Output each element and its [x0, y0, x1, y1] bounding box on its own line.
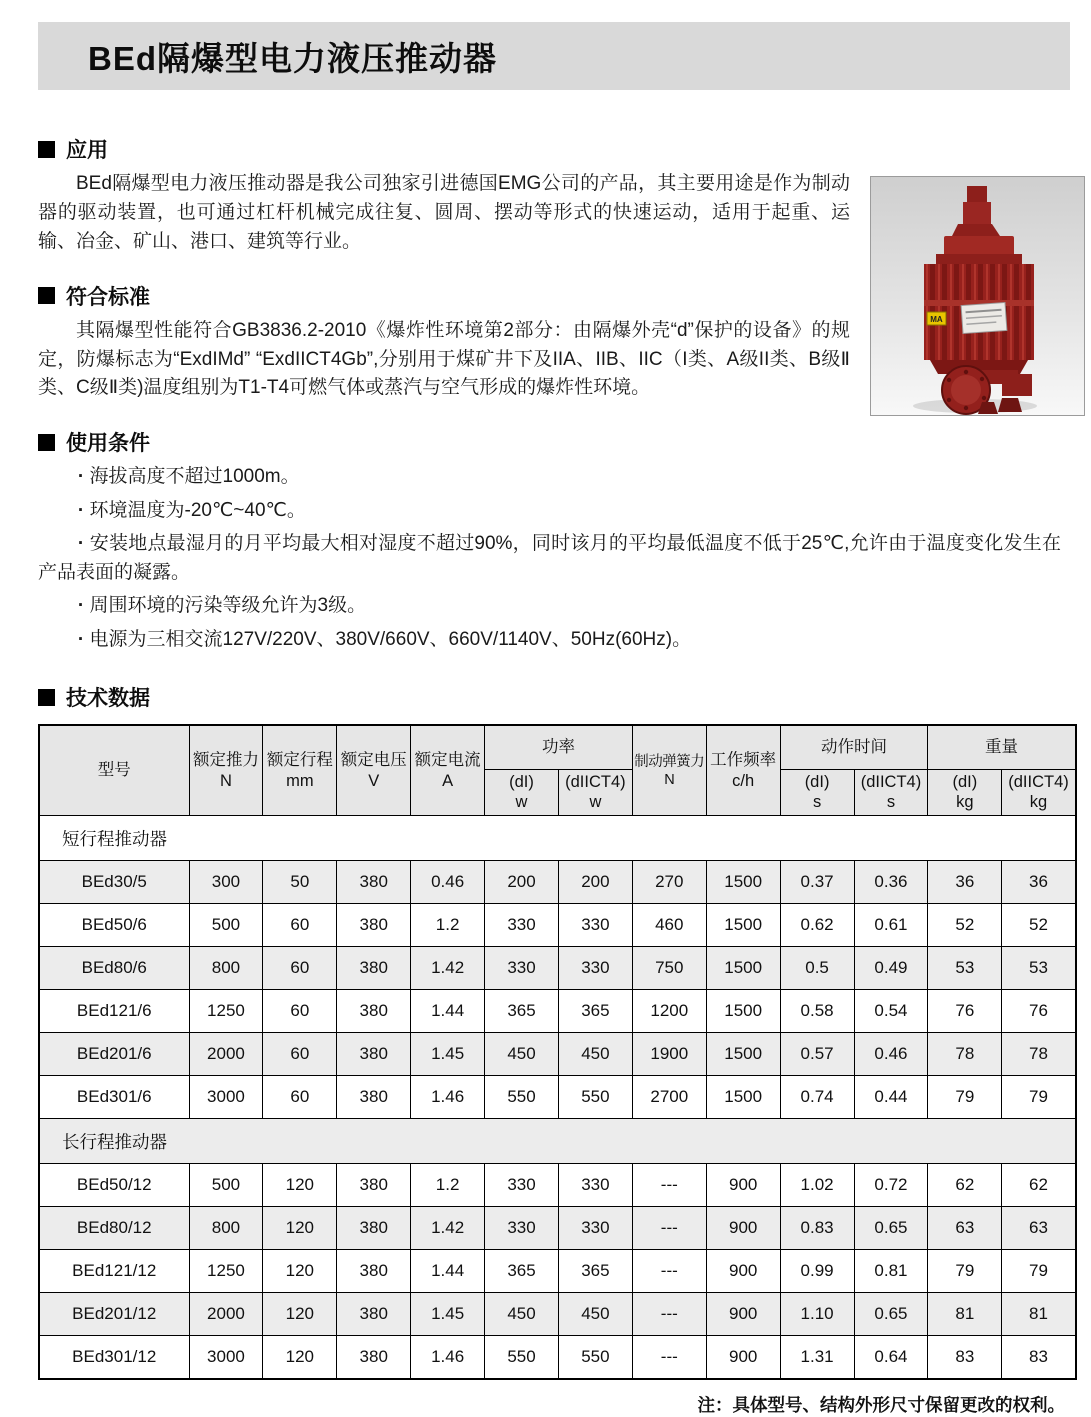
value-cell: 450: [558, 1293, 632, 1336]
thruster-illustration: [870, 176, 1085, 416]
value-cell: 0.65: [854, 1293, 928, 1336]
value-cell: 0.5: [780, 947, 854, 990]
value-cell: 380: [337, 990, 411, 1033]
value-cell: 550: [485, 1336, 559, 1380]
header-spring: 制动弹簧力 N: [632, 725, 706, 815]
condition-item: · 环境温度为-20℃~40℃。: [38, 497, 1061, 526]
value-cell: 0.81: [854, 1250, 928, 1293]
value-cell: 1.44: [411, 1250, 485, 1293]
model-cell: BEd80/12: [39, 1207, 189, 1250]
value-cell: ---: [632, 1207, 706, 1250]
value-cell: 1.2: [411, 904, 485, 947]
value-cell: 1200: [632, 990, 706, 1033]
value-cell: ---: [632, 1250, 706, 1293]
value-cell: 0.61: [854, 904, 928, 947]
value-cell: 120: [263, 1293, 337, 1336]
value-cell: 1250: [189, 1250, 263, 1293]
value-cell: 380: [337, 1293, 411, 1336]
table-row: [39, 1207, 1076, 1250]
value-cell: 330: [558, 1164, 632, 1207]
table-row: [39, 904, 1076, 947]
table-body: [39, 816, 1076, 1380]
value-cell: 60: [263, 1076, 337, 1119]
value-cell: 380: [337, 1336, 411, 1380]
group-label: 长行程推动器: [39, 1119, 1076, 1164]
value-cell: 450: [558, 1033, 632, 1076]
value-cell: 0.54: [854, 990, 928, 1033]
value-cell: 270: [632, 861, 706, 904]
value-cell: 81: [1002, 1293, 1076, 1336]
value-cell: 460: [632, 904, 706, 947]
value-cell: 36: [1002, 861, 1076, 904]
value-cell: 550: [558, 1336, 632, 1380]
value-cell: 330: [485, 904, 559, 947]
value-cell: 2700: [632, 1076, 706, 1119]
value-cell: 62: [928, 1164, 1002, 1207]
value-cell: 60: [263, 947, 337, 990]
model-cell: BEd30/5: [39, 861, 189, 904]
value-cell: 78: [1002, 1033, 1076, 1076]
value-cell: 1500: [706, 904, 780, 947]
header-current: 额定电流 A: [411, 725, 485, 815]
value-cell: 380: [337, 1207, 411, 1250]
value-cell: 450: [485, 1293, 559, 1336]
page-title: BEd隔爆型电力液压推动器: [88, 39, 497, 77]
conditions-list: [38, 463, 1061, 654]
value-cell: 900: [706, 1207, 780, 1250]
value-cell: 1500: [706, 1033, 780, 1076]
header-time-group: 动作时间: [780, 725, 928, 769]
model-cell: BEd80/6: [39, 947, 189, 990]
value-cell: 900: [706, 1293, 780, 1336]
value-cell: ---: [632, 1293, 706, 1336]
value-cell: 1.31: [780, 1336, 854, 1380]
value-cell: 0.65: [854, 1207, 928, 1250]
value-cell: 750: [632, 947, 706, 990]
footnote: 注：具体型号、结构外形尺寸保留更改的权利。: [697, 1395, 1065, 1415]
header-voltage: 额定电压 V: [337, 725, 411, 815]
value-cell: 63: [928, 1207, 1002, 1250]
value-cell: 0.58: [780, 990, 854, 1033]
section-heading-application: 应用: [38, 134, 850, 164]
header-time-d2: (dIICT4) s: [854, 769, 928, 815]
value-cell: 0.64: [854, 1336, 928, 1380]
value-cell: 1500: [706, 1076, 780, 1119]
ma-label: [927, 312, 946, 325]
header-time-d1: (dI) s: [780, 769, 854, 815]
value-cell: 900: [706, 1336, 780, 1380]
value-cell: 800: [189, 947, 263, 990]
value-cell: 60: [263, 904, 337, 947]
value-cell: 62: [1002, 1164, 1076, 1207]
black-square-icon: [38, 287, 55, 304]
value-cell: 63: [1002, 1207, 1076, 1250]
value-cell: 1.45: [411, 1033, 485, 1076]
model-cell: BEd121/6: [39, 990, 189, 1033]
value-cell: 1.42: [411, 1207, 485, 1250]
value-cell: 1500: [706, 947, 780, 990]
value-cell: 83: [928, 1336, 1002, 1380]
header-model: 型号: [39, 725, 189, 815]
value-cell: 83: [1002, 1336, 1076, 1380]
value-cell: 79: [1002, 1250, 1076, 1293]
value-cell: 380: [337, 861, 411, 904]
value-cell: 52: [928, 904, 1002, 947]
value-cell: 330: [558, 1207, 632, 1250]
group-header-row: [39, 1119, 1076, 1164]
value-cell: 0.83: [780, 1207, 854, 1250]
group-label: 短行程推动器: [39, 816, 1076, 861]
value-cell: 0.74: [780, 1076, 854, 1119]
value-cell: 1.44: [411, 990, 485, 1033]
black-square-icon: [38, 434, 55, 451]
value-cell: 1.10: [780, 1293, 854, 1336]
header-power-d2: (dIICT4) w: [558, 769, 632, 815]
model-cell: BEd201/6: [39, 1033, 189, 1076]
table-header: [39, 725, 1076, 815]
section-heading-conditions: 使用条件: [38, 427, 850, 457]
svg-text:MA: MA: [930, 315, 943, 324]
value-cell: 1.02: [780, 1164, 854, 1207]
value-cell: 0.44: [854, 1076, 928, 1119]
value-cell: 365: [558, 990, 632, 1033]
header-weight-d2: (dIICT4) kg: [1002, 769, 1076, 815]
value-cell: 0.57: [780, 1033, 854, 1076]
model-cell: BEd301/12: [39, 1336, 189, 1380]
value-cell: 52: [1002, 904, 1076, 947]
table-row: [39, 1076, 1076, 1119]
value-cell: 120: [263, 1250, 337, 1293]
value-cell: 2000: [189, 1033, 263, 1076]
value-cell: 500: [189, 1164, 263, 1207]
header-frequency: 工作频率 c/h: [706, 725, 780, 815]
value-cell: 1500: [706, 861, 780, 904]
value-cell: 380: [337, 947, 411, 990]
value-cell: 330: [558, 947, 632, 990]
table-row: [39, 861, 1076, 904]
value-cell: 1900: [632, 1033, 706, 1076]
content-area: [0, 134, 1091, 1417]
value-cell: 81: [928, 1293, 1002, 1336]
value-cell: 3000: [189, 1076, 263, 1119]
value-cell: 500: [189, 904, 263, 947]
condition-item: · 安装地点最湿月的月平均最大相对湿度不超过90%，同时该月的平均最低温度不低于25℃,允许由于温度变化发生在产品表面的凝露。: [38, 530, 1061, 587]
value-cell: 3000: [189, 1336, 263, 1380]
model-cell: BEd201/12: [39, 1293, 189, 1336]
table-row: [39, 1033, 1076, 1076]
black-square-icon: [38, 689, 55, 706]
group-header-row: [39, 816, 1076, 861]
condition-item: · 电源为三相交流127V/220V、380V/660V、660V/1140V、50Hz(60Hz)。: [38, 626, 1061, 655]
model-cell: BEd50/6: [39, 904, 189, 947]
value-cell: 200: [485, 861, 559, 904]
value-cell: 380: [337, 1164, 411, 1207]
model-cell: BEd50/12: [39, 1164, 189, 1207]
table-row: [39, 1164, 1076, 1207]
value-cell: 550: [485, 1076, 559, 1119]
value-cell: 800: [189, 1207, 263, 1250]
value-cell: 365: [558, 1250, 632, 1293]
section-heading-standards: 符合标准: [38, 281, 850, 311]
value-cell: 450: [485, 1033, 559, 1076]
model-cell: BEd121/12: [39, 1250, 189, 1293]
table-row: [39, 1293, 1076, 1336]
value-cell: 330: [485, 1207, 559, 1250]
condition-item: · 海拔高度不超过1000m。: [38, 463, 1061, 492]
model-cell: BEd301/6: [39, 1076, 189, 1119]
table-row: [39, 1250, 1076, 1293]
value-cell: 53: [928, 947, 1002, 990]
value-cell: 0.62: [780, 904, 854, 947]
value-cell: 36: [928, 861, 1002, 904]
header-stroke: 额定行程 mm: [263, 725, 337, 815]
value-cell: 0.49: [854, 947, 928, 990]
value-cell: 1.45: [411, 1293, 485, 1336]
product-photo: [870, 176, 1085, 416]
condition-item: · 周围环境的污染等级允许为3级。: [38, 592, 1061, 621]
header-thrust: 额定推力 N: [189, 725, 263, 815]
value-cell: 365: [485, 1250, 559, 1293]
datasheet-page: [0, 22, 1091, 1415]
value-cell: ---: [632, 1336, 706, 1380]
value-cell: 120: [263, 1336, 337, 1380]
value-cell: 1500: [706, 990, 780, 1033]
value-cell: 0.36: [854, 861, 928, 904]
value-cell: 330: [558, 904, 632, 947]
title-banner: [38, 22, 1070, 90]
header-power-d1: (dI) w: [485, 769, 559, 815]
header-power-group: 功率: [485, 725, 633, 769]
value-cell: 0.46: [411, 861, 485, 904]
header-weight-group: 重量: [928, 725, 1076, 769]
header-weight-d1: (dI) kg: [928, 769, 1002, 815]
value-cell: 380: [337, 1076, 411, 1119]
value-cell: 50: [263, 861, 337, 904]
value-cell: 79: [928, 1076, 1002, 1119]
value-cell: 0.99: [780, 1250, 854, 1293]
value-cell: 380: [337, 1033, 411, 1076]
value-cell: 200: [558, 861, 632, 904]
technical-data-table: [38, 724, 1077, 1380]
value-cell: 120: [263, 1207, 337, 1250]
value-cell: 0.46: [854, 1033, 928, 1076]
value-cell: 78: [928, 1033, 1002, 1076]
value-cell: 550: [558, 1076, 632, 1119]
value-cell: 2000: [189, 1293, 263, 1336]
value-cell: 79: [1002, 1076, 1076, 1119]
value-cell: 1.46: [411, 1336, 485, 1380]
value-cell: 1.42: [411, 947, 485, 990]
value-cell: ---: [632, 1164, 706, 1207]
value-cell: 330: [485, 947, 559, 990]
value-cell: 330: [485, 1164, 559, 1207]
standards-paragraph: 其隔爆型性能符合GB3836.2-2010《爆炸性环境第2部分：由隔爆外壳“d”保护的设备》的规定，防爆标志为“ExdIMd” “ExdIICT4Gb”,分别用于煤矿井下及IIA、IIB、IIC（I类、A级II类、B级Ⅱ类、C级Ⅱ类)温度组别为T1-T4可燃气体或蒸汽与空气形成的爆炸性环境。: [38, 319, 850, 399]
value-cell: 76: [928, 990, 1002, 1033]
table-row: [39, 947, 1076, 990]
black-square-icon: [38, 141, 55, 158]
application-paragraph: BEd隔爆型电力液压推动器是我公司独家引进德国EMG公司的产品，其主要用途是作为制动器的驱动装置，也可通过杠杆机械完成往复、圆周、摆动等形式的快速运动，适用于起重、运输、冶金、矿山、港口、建筑等行业。: [38, 173, 850, 252]
value-cell: 900: [706, 1164, 780, 1207]
value-cell: 300: [189, 861, 263, 904]
value-cell: 60: [263, 1033, 337, 1076]
value-cell: 1.46: [411, 1076, 485, 1119]
value-cell: 60: [263, 990, 337, 1033]
value-cell: 53: [1002, 947, 1076, 990]
table-row: [39, 1336, 1076, 1380]
value-cell: 380: [337, 904, 411, 947]
value-cell: 1.2: [411, 1164, 485, 1207]
value-cell: 76: [1002, 990, 1076, 1033]
value-cell: 1250: [189, 990, 263, 1033]
value-cell: 380: [337, 1250, 411, 1293]
value-cell: 0.37: [780, 861, 854, 904]
value-cell: 365: [485, 990, 559, 1033]
value-cell: 0.72: [854, 1164, 928, 1207]
value-cell: 120: [263, 1164, 337, 1207]
value-cell: 79: [928, 1250, 1002, 1293]
value-cell: 900: [706, 1250, 780, 1293]
section-heading-technical: 技术数据: [38, 682, 1061, 712]
table-row: [39, 990, 1076, 1033]
